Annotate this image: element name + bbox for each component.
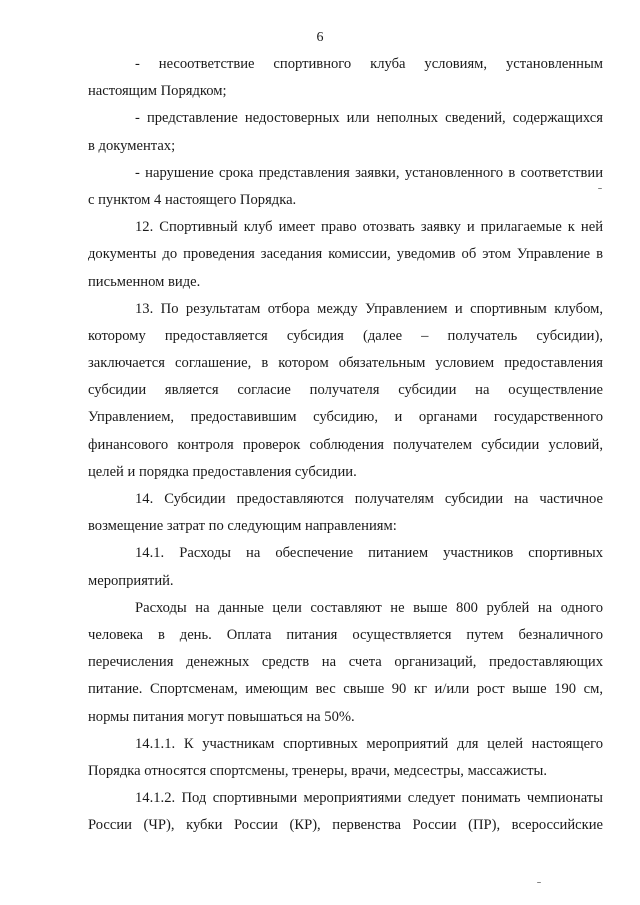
text-line: которому предоставляется субсидия (далее – получатель субсидии), — [88, 327, 603, 344]
scan-mark: ˉ — [537, 878, 541, 892]
text-line: в документах; — [88, 137, 176, 154]
text-line: с пунктом 4 настоящего Порядка. — [88, 191, 297, 208]
text-line: - несоответствие спортивного клуба условиям, установленным — [135, 56, 603, 72]
text-line: - представление недостоверных или неполных сведений, содержащихся — [135, 110, 603, 127]
text-line: заключается соглашение, в котором обязательным условием предоставления — [88, 355, 603, 372]
scan-mark: ˉ — [598, 184, 602, 198]
text-line: Расходы на данные цели составляют не выше 800 рублей на одного — [135, 599, 603, 616]
text-line: 12. Спортивный клуб имеет право отозвать заявку и прилагаемые к ней — [135, 219, 603, 236]
text-line: Управлением, предоставившим субсидию, и органами государственного — [88, 409, 603, 426]
text-line: возмещение затрат по следующим направлениям: — [88, 518, 397, 535]
text-line: 13. По результатам отбора между Управлением и спортивным клубом, — [135, 300, 603, 317]
text-line: 14.1.2. Под спортивными мероприятиями следует понимать чемпионаты — [135, 790, 603, 807]
text-line: 14. Субсидии предоставляются получателям субсидии на частичное — [135, 491, 603, 507]
text-line: финансового контроля проверок соблюдения получателем субсидии условий, — [88, 436, 603, 453]
text-line: России (ЧР), кубки России (КР), первенства России (ПР), всероссийские — [88, 817, 603, 834]
text-line: 14.1. Расходы на обеспечение питанием участников спортивных — [135, 545, 603, 562]
text-line: целей и порядка предоставления субсидии. — [88, 463, 357, 480]
text-line: письменном виде. — [88, 273, 201, 290]
text-line: нормы питания могут повышаться на 50%. — [88, 708, 355, 725]
text-line: мероприятий. — [88, 572, 174, 589]
page-number: 6 — [316, 30, 324, 45]
text-line: перечисления денежных средств на счета организаций, предоставляющих — [88, 654, 603, 671]
text-line: настоящим Порядком; — [88, 83, 227, 100]
text-line: субсидии является согласие получателя субсидии на осуществление — [88, 382, 603, 399]
text-line: 14.1.1. К участникам спортивных мероприятий для целей настоящего — [135, 735, 603, 752]
text-line: - нарушение срока представления заявки, установленного в соответствии — [135, 164, 603, 181]
document-body — [88, 51, 603, 839]
text-line: питание. Спортсменам, имеющим вес свыше 90 кг и/или рост выше 190 см, — [88, 681, 603, 698]
text-line: Порядка относятся спортсмены, тренеры, врачи, медсестры, массажисты. — [88, 762, 547, 779]
text-line: документы до проведения заседания комиссии, уведомив об этом Управление в — [88, 246, 603, 263]
text-line: человека в день. Оплата питания осуществляется путем безналичного — [88, 626, 603, 643]
